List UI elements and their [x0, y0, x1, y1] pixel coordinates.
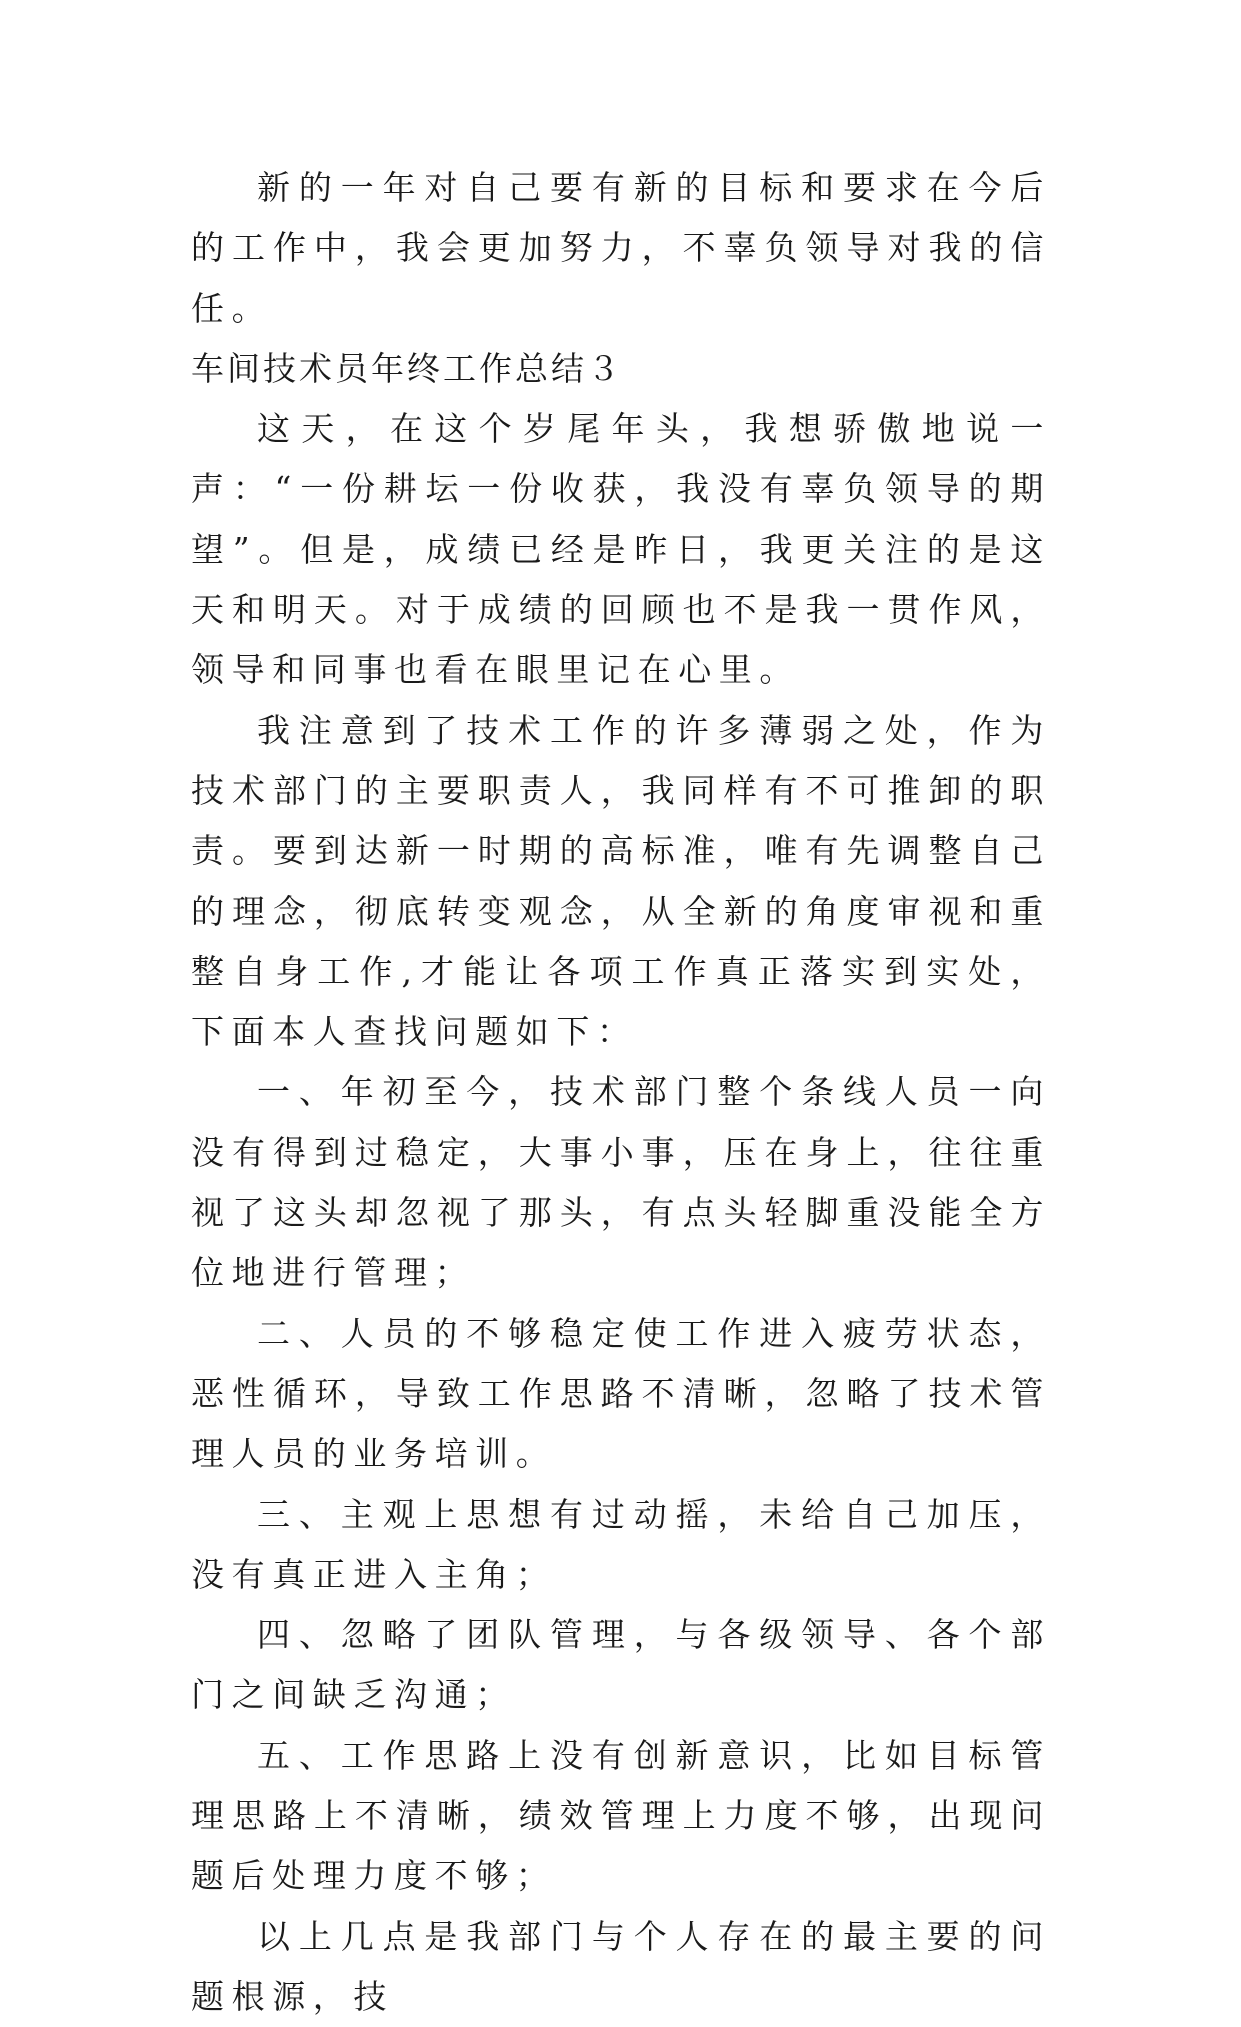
- list-item-4: 四、忽略了团队管理，与各级领导、各个部门之间缺乏沟通；: [191, 1615, 1051, 1715]
- paragraph-summary: 以上几点是我部门与个人存在的最主要的问题根源，技: [191, 1916, 1051, 2016]
- paragraph-intro: 这天，在这个岁尾年头，我想骄傲地说一声：“一份耕坛一份收获，我没有辜负领导的期望”。但是，成绩已经是昨日，我更关注的是这天和明天。对于成绩的回顾也不是我一贯作风，领导和同事也看在眼里记在心里。: [191, 409, 1051, 690]
- list-item-3: 三、主观上思想有过动摇，未给自己加压，没有真正进入主角；: [191, 1494, 1051, 1594]
- list-item-5: 五、工作思路上没有创新意识，比如目标管理思路上不清晰，绩效管理上力度不够，出现问题后处理力度不够；: [191, 1735, 1051, 1896]
- list-item-2: 二、人员的不够稳定使工作进入疲劳状态，恶性循环，导致工作思路不清晰，忽略了技术管理人员的业务培训。: [191, 1313, 1051, 1474]
- section-heading: 车间技术员年终工作总结３: [191, 348, 623, 388]
- list-item-1: 一、年初至今，技术部门整个条线人员一向没有得到过稳定，大事小事，压在身上，往往重视了这头却忽视了那头，有点头轻脚重没能全方位地进行管理；: [191, 1072, 1051, 1293]
- paragraph-closing-previous: 新的一年对自己要有新的目标和要求在今后的工作中，我会更加努力，不辜负领导对我的信任。: [191, 168, 1051, 328]
- paragraph-weaknesses: 我注意到了技术工作的许多薄弱之处，作为技术部门的主要职责人，我同样有不可推卸的职责。要到达新一时期的高标准，唯有先调整自己的理念，彻底转变观念，从全新的角度审视和重整自身工作,才能让各项工作真正落实到实处，下面本人查找问题如下：: [191, 710, 1051, 1052]
- document-body: [191, 158, 1051, 2027]
